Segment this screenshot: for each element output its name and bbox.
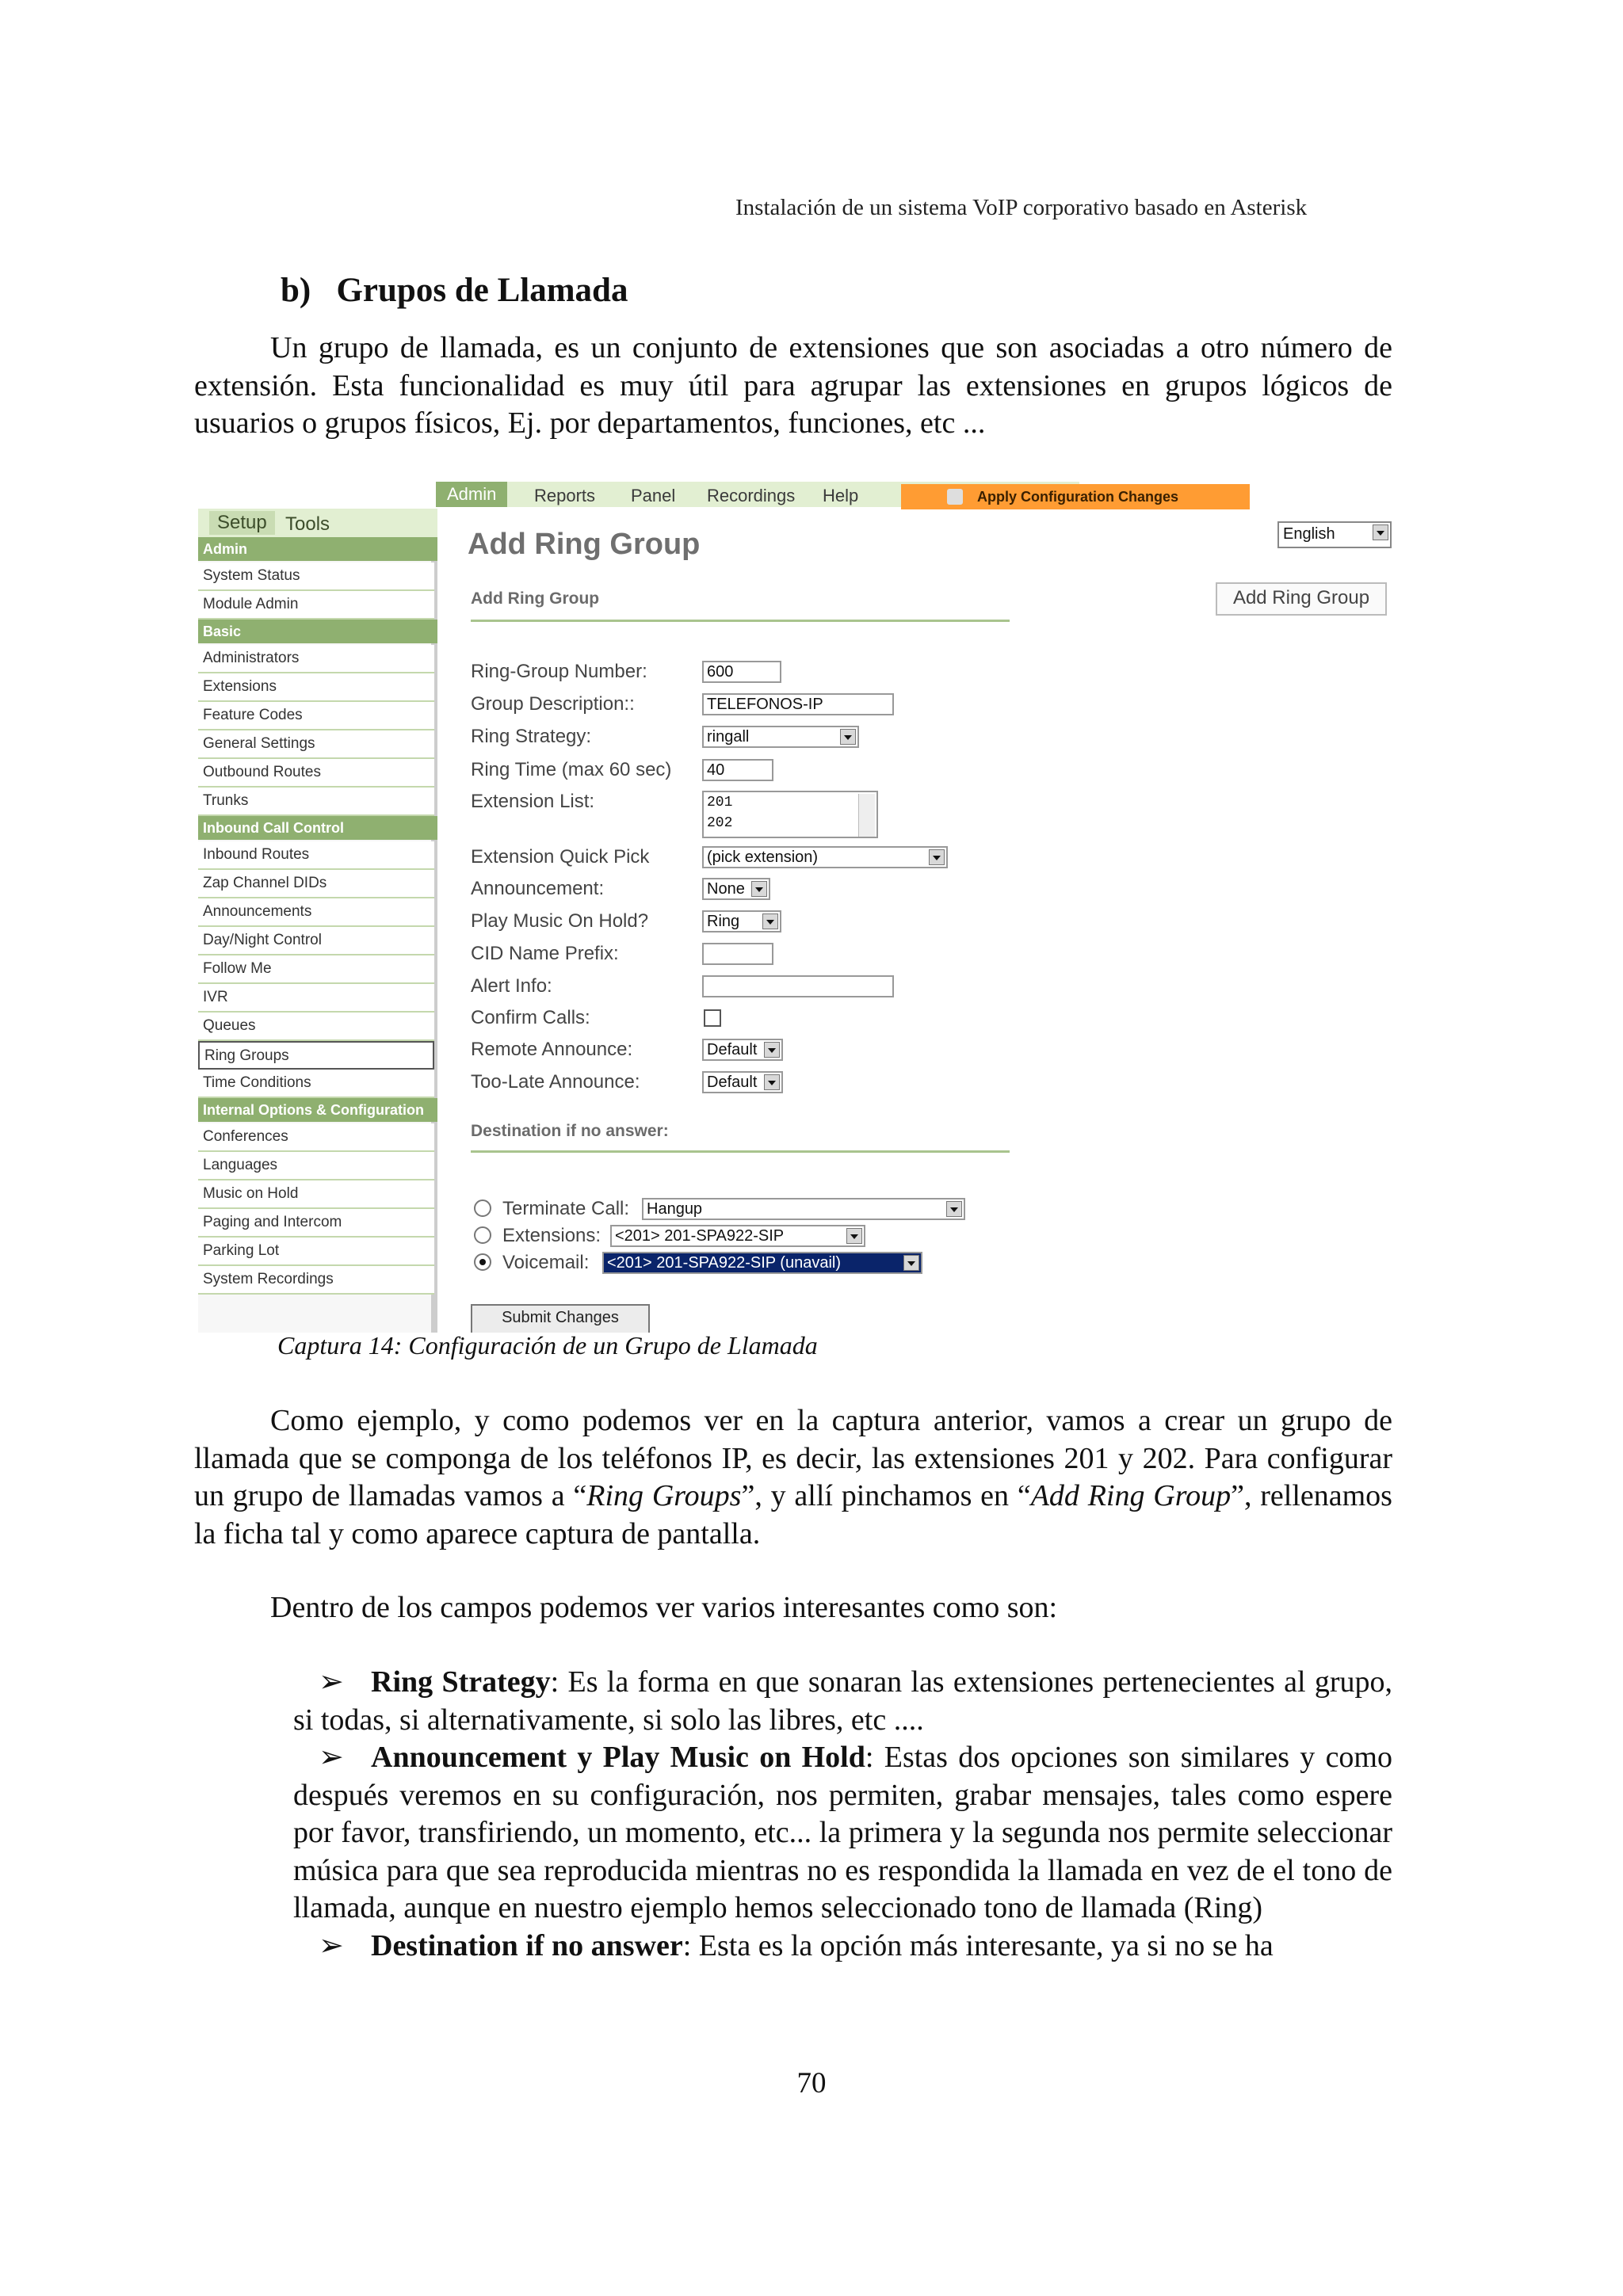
announcement-value: None	[707, 880, 745, 898]
bullet-text: : Esta es la opción más interesante, ya si no se ha	[682, 1928, 1274, 1962]
group-description-value: TELEFONOS-IP	[707, 696, 823, 713]
tab-tools[interactable]: Tools	[285, 513, 330, 535]
sidebar-heading-inbound: Inbound Call Control	[198, 816, 437, 840]
sidebar-item-module-admin[interactable]: Module Admin	[198, 591, 434, 620]
language-select[interactable]	[1277, 521, 1392, 548]
nav-admin[interactable]: Admin	[436, 482, 507, 507]
section-title: Grupos de Llamada	[336, 272, 628, 309]
bullet-list	[293, 1664, 1392, 1965]
nav-recordings[interactable]: Recordings	[707, 486, 796, 505]
page-title: Add Ring Group	[468, 528, 701, 561]
sidebar-tabs	[198, 509, 437, 537]
sidebar-item-administrators[interactable]: Administrators	[198, 645, 434, 673]
add-ring-group-term: Add Ring Group	[1030, 1479, 1232, 1512]
extensions-radio[interactable]	[474, 1226, 491, 1244]
paragraph-text: ”, rellenamos la ficha tal y como aparece captura de pantalla.	[194, 1479, 1392, 1550]
textarea-scrollbar[interactable]	[858, 794, 875, 837]
remote-announce-label: Remote Announce:	[471, 1039, 633, 1060]
apply-icon	[947, 489, 963, 505]
too-late-announce-label: Too-Late Announce:	[471, 1071, 640, 1093]
tab-setup[interactable]: Setup	[209, 511, 275, 535]
bullet-text: : Es la forma en que sonaran las extensiones pertenecientes al grupo, si todas, si alternativamente, si solo las libres, etc ....	[293, 1665, 1393, 1737]
chevron-down-icon	[846, 1228, 862, 1244]
section-heading	[281, 271, 628, 310]
sidebar-item-ivr[interactable]: IVR	[198, 984, 434, 1013]
sidebar-item-music-on-hold[interactable]: Music on Hold	[198, 1180, 434, 1209]
extensions-value: <201> 201-SPA922-SIP	[615, 1227, 785, 1245]
bullet-text: : Estas dos opciones son similares y como después veremos en su configuración, nos permiten, grabar mensajes, tales como espere por favor, transfiriendo, un momento, etc... la primera y la segunda nos permite seleccionar música para que sea reproducida mientras no es respondida la llamada en vez de el tono de llamada, aunque en nuestro ejemplo hemos seleccionado tono de llamada (Ring)	[293, 1741, 1392, 1924]
section-marker: b)	[281, 272, 311, 309]
chevron-down-icon	[764, 1042, 780, 1058]
sidebar-item-general-settings[interactable]: General Settings	[198, 730, 434, 759]
ring-strategy-label: Ring Strategy:	[471, 726, 592, 747]
remote-announce-select[interactable]	[702, 1039, 783, 1061]
sidebar-item-ring-groups[interactable]: Ring Groups	[198, 1041, 434, 1070]
fields-intro-paragraph: Dentro de los campos podemos ver varios interesantes como son:	[270, 1591, 1058, 1624]
chevron-down-icon	[840, 729, 856, 745]
ring-group-number-value: 600	[707, 663, 734, 681]
ring-group-number-label: Ring-Group Number:	[471, 661, 647, 682]
nav-help[interactable]: Help	[823, 486, 859, 505]
ring-time-value: 40	[707, 761, 725, 779]
ring-time-label: Ring Time (max 60 sec)	[471, 759, 672, 780]
too-late-announce-value: Default	[707, 1074, 758, 1091]
extension-quick-pick-select[interactable]	[702, 846, 948, 868]
page-number: 70	[796, 2067, 827, 2100]
sidebar-item-system-status[interactable]: System Status	[198, 563, 434, 591]
extension-list-item: 202	[707, 815, 733, 831]
sidebar-item-extensions[interactable]: Extensions	[198, 673, 434, 702]
sidebar-item-parking-lot[interactable]: Parking Lot	[198, 1238, 434, 1266]
extensions-label: Extensions:	[502, 1225, 601, 1246]
sidebar-item-outbound-routes[interactable]: Outbound Routes	[198, 759, 434, 788]
nav-panel[interactable]: Panel	[631, 486, 676, 505]
chevron-down-icon	[751, 881, 767, 897]
group-description-label: Group Description::	[471, 693, 635, 715]
terminate-call-radio[interactable]	[474, 1199, 491, 1217]
ring-groups-term: Ring Groups	[586, 1479, 742, 1512]
ring-group-screenshot	[198, 482, 1411, 1333]
terminate-call-select[interactable]	[642, 1198, 965, 1220]
destination-divider	[471, 1150, 1010, 1153]
sidebar-item-trunks[interactable]: Trunks	[198, 788, 434, 816]
figure-caption: Captura 14: Configuración de un Grupo de Llamada	[277, 1331, 818, 1360]
sidebar-item-system-recordings[interactable]: System Recordings	[198, 1266, 434, 1295]
add-ring-group-button[interactable]: Add Ring Group	[1216, 582, 1387, 616]
intro-paragraph: Un grupo de llamada, es un conjunto de extensiones que son asociadas a otro número de extensión. Esta funcionalidad es muy útil para agrupar las extensiones en grupos lógicos de usuarios o grupos físicos, Ej. por departamentos, funciones, etc ...	[194, 331, 1392, 440]
voicemail-radio[interactable]	[474, 1253, 491, 1271]
sidebar-item-day-night-control[interactable]: Day/Night Control	[198, 927, 434, 955]
extension-quick-pick-value: (pick extension)	[707, 849, 819, 866]
chevron-down-icon	[946, 1201, 962, 1217]
example-paragraph	[194, 1402, 1392, 1553]
alert-info-label: Alert Info:	[471, 975, 552, 997]
bullet-arrow-icon: ➢	[319, 1741, 344, 1774]
confirm-calls-checkbox[interactable]	[704, 1009, 721, 1027]
sidebar-heading-internal: Internal Options & Configuration	[198, 1098, 437, 1122]
sidebar-item-zap-channel-dids[interactable]: Zap Channel DIDs	[198, 870, 434, 898]
paragraph-text: ”, y allí pinchamos en “	[741, 1479, 1031, 1512]
form-divider	[471, 620, 1010, 622]
paragraph-text: Como ejemplo, y como podemos ver en la captura anterior, vamos a crear un grupo de llamada que se componga de los teléfonos IP, es decir, las extensiones 201 y 202. Para configurar un grupo de llamadas vamos a “	[194, 1404, 1392, 1512]
sidebar-item-time-conditions[interactable]: Time Conditions	[198, 1070, 434, 1098]
language-value: English	[1283, 525, 1335, 543]
nav-reports[interactable]: Reports	[534, 486, 596, 505]
apply-config-label: Apply Configuration Changes	[977, 489, 1178, 505]
sidebar-item-follow-me[interactable]: Follow Me	[198, 955, 434, 984]
sidebar-heading-admin: Admin	[198, 537, 437, 561]
voicemail-label: Voicemail:	[502, 1252, 590, 1273]
running-header: Instalación de un sistema VoIP corporativo basado en Asterisk	[735, 195, 1308, 220]
extension-quick-pick-label: Extension Quick Pick	[471, 846, 650, 868]
ring-time-input[interactable]	[702, 759, 773, 781]
cid-name-prefix-input[interactable]	[702, 943, 773, 965]
extension-list-label: Extension List:	[471, 791, 595, 812]
sidebar-item-feature-codes[interactable]: Feature Codes	[198, 702, 434, 730]
extensions-select[interactable]	[610, 1225, 865, 1247]
chevron-down-icon	[1371, 523, 1390, 543]
form-subtitle: Add Ring Group	[471, 589, 600, 608]
bullet-term: Destination if no answer	[371, 1928, 683, 1962]
sidebar-item-conferences[interactable]: Conferences	[198, 1123, 434, 1152]
chevron-down-icon	[929, 849, 945, 865]
chevron-down-icon	[764, 1074, 780, 1090]
music-on-hold-label: Play Music On Hold?	[471, 910, 649, 932]
music-on-hold-select[interactable]	[702, 910, 781, 933]
bullet-arrow-icon: ➢	[319, 1665, 344, 1699]
apply-config-button[interactable]	[901, 484, 1250, 509]
ring-strategy-select[interactable]	[702, 726, 859, 748]
sidebar-item-announcements[interactable]: Announcements	[198, 898, 434, 927]
too-late-announce-select[interactable]	[702, 1071, 783, 1093]
sidebar-item-inbound-routes[interactable]: Inbound Routes	[198, 841, 434, 870]
destination-heading: Destination if no answer:	[471, 1122, 669, 1140]
sidebar-heading-basic: Basic	[198, 620, 437, 643]
ring-group-number-input[interactable]	[702, 661, 781, 683]
terminate-call-label: Terminate Call:	[502, 1198, 630, 1219]
sidebar-item-queues[interactable]: Queues	[198, 1013, 434, 1041]
list-item	[293, 1928, 1392, 1966]
voicemail-select[interactable]	[602, 1252, 922, 1274]
sidebar-item-paging-intercom[interactable]: Paging and Intercom	[198, 1209, 434, 1238]
extension-list-textarea[interactable]	[702, 791, 878, 838]
announcement-select[interactable]	[702, 878, 770, 900]
bullet-term: Announcement y Play Music on Hold	[371, 1741, 865, 1774]
bullet-arrow-icon: ➢	[319, 1928, 344, 1962]
list-item	[293, 1664, 1392, 1739]
alert-info-input[interactable]	[702, 975, 894, 997]
voicemail-value: <201> 201-SPA922-SIP (unavail)	[607, 1254, 842, 1272]
ring-strategy-value: ringall	[707, 728, 750, 746]
chevron-down-icon	[903, 1255, 919, 1271]
bullet-term: Ring Strategy	[371, 1665, 551, 1699]
group-description-input[interactable]	[702, 693, 894, 715]
submit-changes-button[interactable]: Submit Changes	[471, 1304, 650, 1333]
announcement-label: Announcement:	[471, 878, 605, 899]
remote-announce-value: Default	[707, 1041, 758, 1058]
extension-list-item: 201	[707, 795, 733, 810]
sidebar-item-languages[interactable]: Languages	[198, 1152, 434, 1180]
terminate-call-value: Hangup	[647, 1200, 703, 1218]
cid-name-prefix-label: CID Name Prefix:	[471, 943, 619, 964]
music-on-hold-value: Ring	[707, 913, 740, 930]
confirm-calls-label: Confirm Calls:	[471, 1007, 590, 1028]
chevron-down-icon	[762, 913, 778, 929]
list-item	[293, 1739, 1392, 1928]
